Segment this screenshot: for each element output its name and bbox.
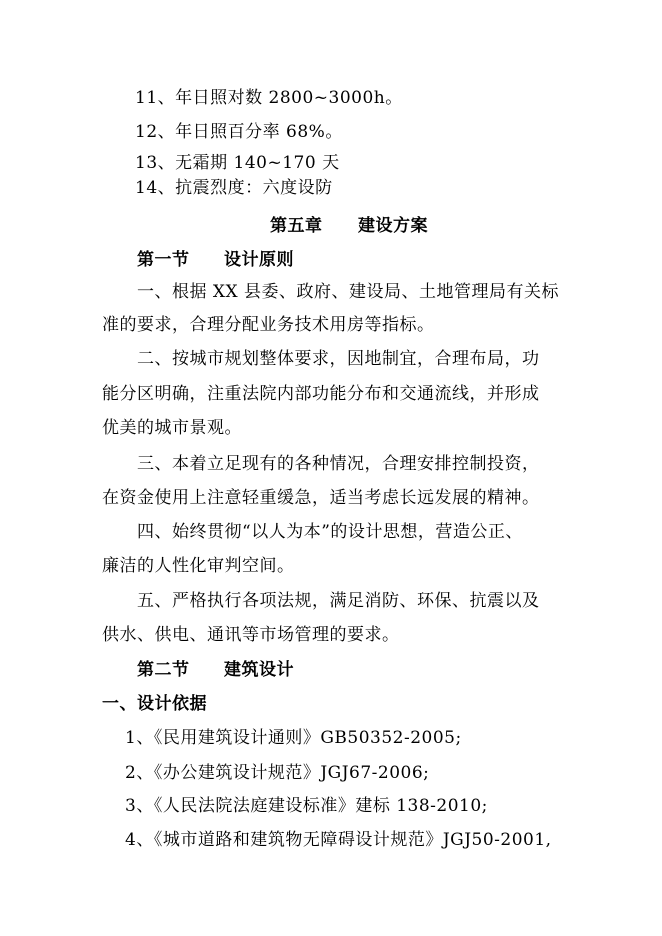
standard-item-3: 3、《人民法院法庭建设标准》建标 138-2010; [125,796,488,816]
section2-number: 第二节 [137,660,190,680]
standard-item-1: 1、《民用建筑设计通则》GB50352-2005; [125,728,462,748]
section1-title: 设计原则 [224,250,294,270]
principle-3-line-1: 三、本着立足现有的各种情况，合理安排控制投资， [137,454,540,474]
climate-item-12: 12、年日照百分率 68%。 [135,122,343,142]
principle-1-line-2: 准的要求，合理分配业务技术用房等指标。 [102,315,435,335]
climate-item-14: 14、抗震烈度：六度设防 [135,178,333,198]
principle-1-line-1: 一、根据 XX 县委、政府、建设局、土地管理局有关标 [137,282,560,302]
standard-item-2: 2、《办公建筑设计规范》JGJ67-2006; [125,763,430,783]
section2-title: 建筑设计 [224,660,294,680]
design-basis-heading: 一、设计依据 [102,694,207,714]
principle-5-line-2: 供水、供电、通讯等市场管理的要求。 [102,625,400,645]
standard-item-4: 4、《城市道路和建筑物无障碍设计规范》JGJ50-2001, [125,830,552,850]
chapter-number: 第五章 [270,216,323,236]
principle-2-line-1: 二、按城市规划整体要求，因地制宜，合理布局，功 [137,349,540,369]
principle-2-line-2: 能分区明确，注重法院内部功能分布和交通流线，并形成 [102,384,540,404]
climate-item-11: 11、年日照对数 2800~3000h。 [135,88,403,108]
chapter-title: 建设方案 [358,216,428,236]
principle-5-line-1: 五、严格执行各项法规，满足消防、环保、抗震以及 [137,591,540,611]
principle-4-line-1: 四、始终贯彻“以人为本”的设计思想，营造公正、 [137,522,523,542]
principle-2-line-3: 优美的城市景观。 [102,418,242,438]
section1-number: 第一节 [137,250,190,270]
principle-4-line-2: 廉洁的人性化审判空间。 [102,556,295,576]
principle-3-line-2: 在资金使用上注意轻重缓急，适当考虑长远发展的精神。 [102,488,540,508]
climate-item-13: 13、无霜期 140~170 天 [135,153,340,173]
